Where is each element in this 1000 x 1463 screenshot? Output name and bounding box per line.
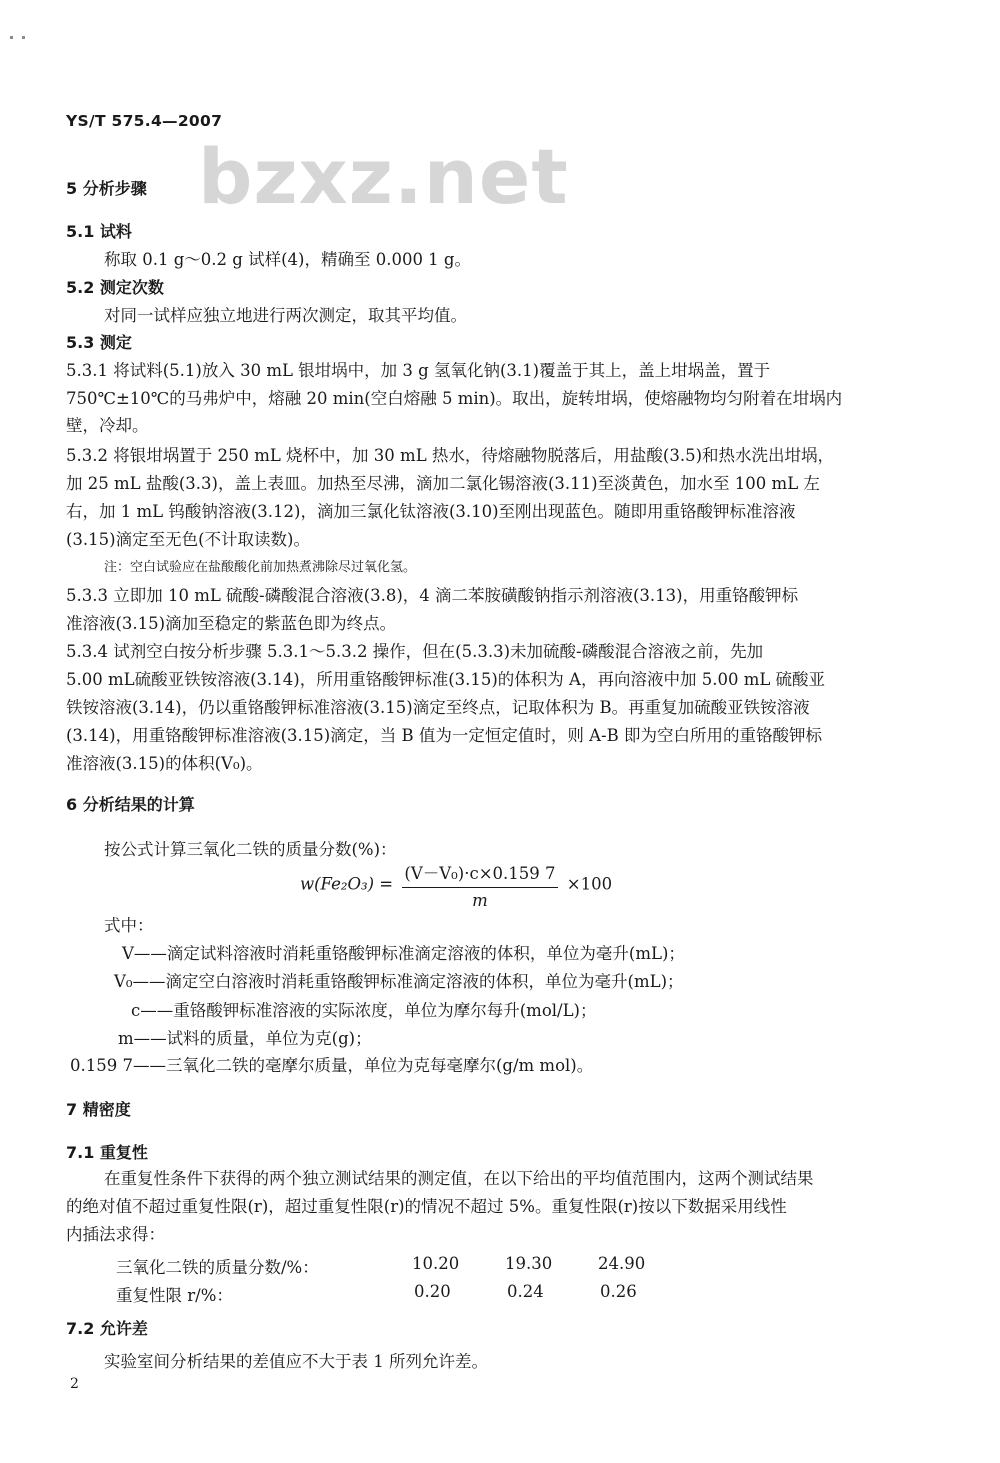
section-5-1-text: 称取 0.1 g～0.2 g 试样(4)，精确至 0.000 1 g。 bbox=[104, 250, 471, 269]
scan-speck bbox=[22, 36, 25, 39]
table-row-1-value-1: 10.20 bbox=[412, 1254, 460, 1273]
section-5-3-1-line-1: 5.3.1 将试料(5.1)放入 30 mL 银坩埚中，加 3 g 氢氧化钠(3.1)覆盖于其上，盖上坩埚盖，置于 bbox=[66, 361, 771, 380]
definition-m: m——试料的质量，单位为克(g)； bbox=[118, 1029, 372, 1048]
section-5-title: 5 分析步骤 bbox=[66, 179, 147, 198]
section-5-2-text: 对同一试样应独立地进行两次测定，取其平均值。 bbox=[104, 306, 467, 325]
scan-speck bbox=[10, 36, 13, 39]
section-5-1-title: 5.1 试料 bbox=[66, 222, 132, 241]
formula-denominator: m bbox=[472, 891, 488, 910]
section-5-3-1-line-3: 壁，冷却。 bbox=[66, 416, 149, 435]
section-5-3-4-line-3: 铁铵溶液(3.14)，仍以重铬酸钾标准溶液(3.15)滴定至终点，记取体积为 B。再重复加硫酸亚铁铵溶液 bbox=[66, 698, 810, 717]
watermark: bzxz.net bbox=[198, 132, 569, 221]
definition-v: V——滴定试料溶液时消耗重铬酸钾标准滴定溶液的体积，单位为毫升(mL)； bbox=[122, 944, 685, 963]
table-row-1-value-3: 24.90 bbox=[598, 1254, 646, 1273]
section-7-2-text: 实验室间分析结果的差值应不大于表 1 所列允许差。 bbox=[104, 1352, 488, 1371]
table-row-1-value-2: 19.30 bbox=[505, 1254, 553, 1273]
section-7-2-title: 7.2 允许差 bbox=[66, 1319, 148, 1338]
definition-v0: V₀——滴定空白溶液时消耗重铬酸钾标准滴定溶液的体积，单位为毫升(mL)； bbox=[114, 972, 684, 991]
where-label: 式中： bbox=[104, 916, 154, 935]
section-5-3-3-line-2: 准溶液(3.15)滴加至稳定的紫蓝色即为终点。 bbox=[66, 614, 397, 633]
section-7-1-line-3: 内插法求得： bbox=[66, 1225, 165, 1244]
section-7-1-line-2: 的绝对值不超过重复性限(r)，超过重复性限(r)的情况不超过 5%。重复性限(r)按以下数据采用线性 bbox=[66, 1197, 787, 1216]
formula-lhs: w(Fe₂O₃) = bbox=[300, 874, 394, 894]
table-row-2-value-1: 0.20 bbox=[414, 1282, 451, 1301]
section-5-3-title: 5.3 测定 bbox=[66, 333, 132, 352]
table-row-2-value-3: 0.26 bbox=[600, 1282, 637, 1301]
mass-fraction-formula bbox=[300, 860, 612, 910]
section-5-3-2-line-3: 右，加 1 mL 钨酸钠溶液(3.12)，滴加三氯化钛溶液(3.10)至刚出现蓝色。随即用重铬酸钾标准溶液 bbox=[66, 502, 796, 521]
section-5-3-4-line-5: 准溶液(3.15)的体积(V₀)。 bbox=[66, 754, 263, 773]
section-5-3-4-line-4: (3.14)，用重铬酸钾标准溶液(3.15)滴定，当 B 值为一定恒定值时，则 A-B 即为空白所用的重铬酸钾标 bbox=[66, 726, 822, 745]
section-5-3-2-line-2: 加 25 mL 盐酸(3.3)，盖上表皿。加热至尽沸，滴加二氯化锡溶液(3.11)至淡黄色，加水至 100 mL 左 bbox=[66, 474, 820, 493]
definition-c: c——重铬酸钾标准溶液的实际浓度，单位为摩尔每升(mol/L)； bbox=[131, 1001, 597, 1020]
definition-molar-mass: 0.159 7——三氧化二铁的毫摩尔质量，单位为克每毫摩尔(g/m mol)。 bbox=[70, 1056, 594, 1075]
section-5-3-4-line-2: 5.00 mL硫酸亚铁铵溶液(3.14)，所用重铬酸钾标准(3.15)的体积为 A，再向溶液中加 5.00 mL 硫酸亚 bbox=[66, 670, 826, 689]
table-row-1-label: 三氧化二铁的质量分数/%： bbox=[116, 1258, 319, 1277]
section-7-title: 7 精密度 bbox=[66, 1100, 131, 1119]
section-7-1-title: 7.1 重复性 bbox=[66, 1143, 148, 1162]
section-6-intro: 按公式计算三氧化二铁的质量分数(%)： bbox=[104, 840, 397, 859]
section-5-3-1-line-2: 750℃±10℃的马弗炉中，熔融 20 min(空白熔融 5 min)。取出，旋转坩埚，使熔融物均匀附着在坩埚内 bbox=[66, 389, 843, 408]
table-row-2-value-2: 0.24 bbox=[507, 1282, 544, 1301]
page-number: 2 bbox=[70, 1376, 79, 1392]
formula-numerator: (V－V₀)·c×0.159 7 bbox=[402, 860, 557, 888]
section-5-3-2-line-4: (3.15)滴定至无色(不计取读数)。 bbox=[66, 530, 310, 549]
note: 注：空白试验应在盐酸酸化前加热煮沸除尽过氧化氢。 bbox=[104, 560, 417, 575]
table-row-2-label: 重复性限 r/%： bbox=[116, 1286, 233, 1305]
section-5-2-title: 5.2 测定次数 bbox=[66, 278, 164, 297]
section-5-3-3-line-1: 5.3.3 立即加 10 mL 硫酸-磷酸混合溶液(3.8)，4 滴二苯胺磺酸钠指示剂溶液(3.13)，用重铬酸钾标 bbox=[66, 586, 799, 605]
formula-tail: ×100 bbox=[566, 874, 613, 894]
formula-fraction bbox=[402, 860, 557, 910]
section-6-title: 6 分析结果的计算 bbox=[66, 795, 195, 814]
section-7-1-line-1: 在重复性条件下获得的两个独立测试结果的测定值，在以下给出的平均值范围内，这两个测试结果 bbox=[104, 1169, 814, 1188]
section-5-3-4-line-1: 5.3.4 试剂空白按分析步骤 5.3.1～5.3.2 操作，但在(5.3.3)未加硫酸-磷酸混合溶液之前，先加 bbox=[66, 642, 764, 661]
section-5-3-2-line-1: 5.3.2 将银坩埚置于 250 mL 烧杯中，加 30 mL 热水，待熔融物脱落后，用盐酸(3.5)和热水洗出坩埚， bbox=[66, 446, 835, 465]
standard-code: YS/T 575.4—2007 bbox=[66, 112, 223, 130]
